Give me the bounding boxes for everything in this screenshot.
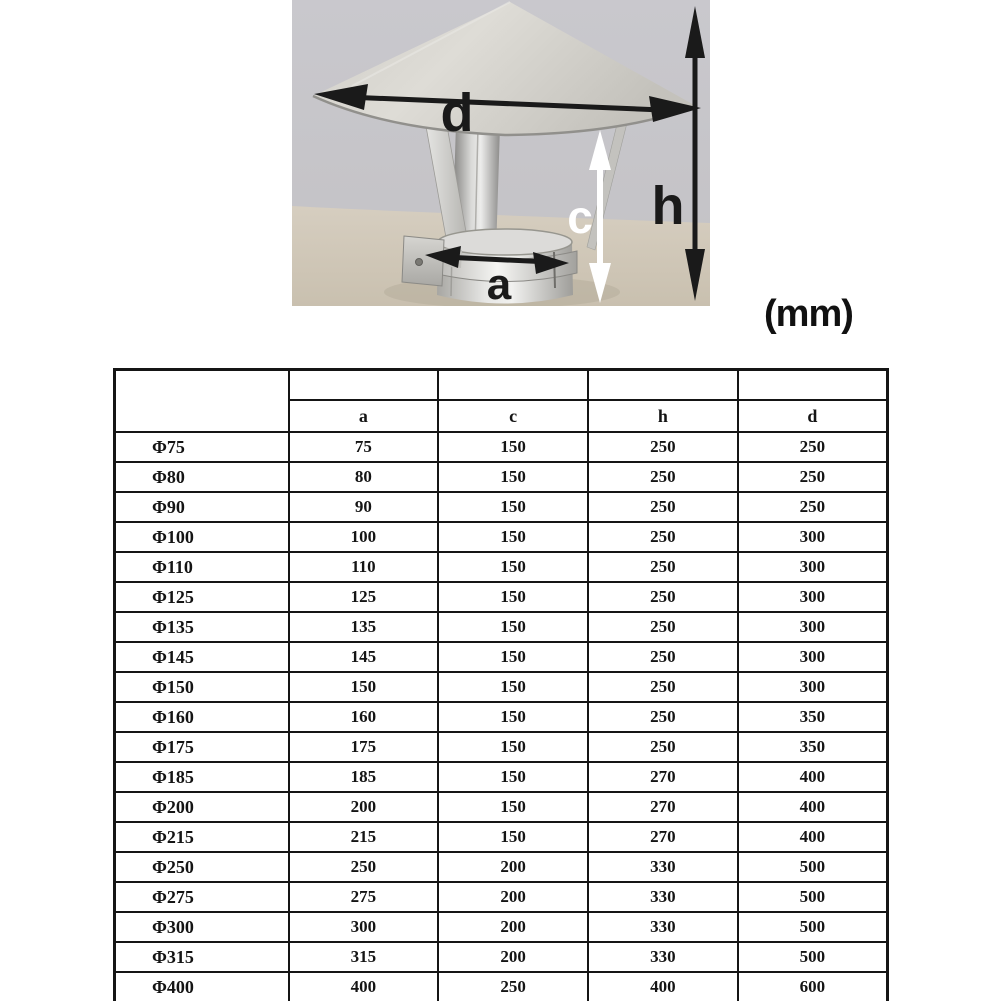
table-row bbox=[115, 612, 888, 642]
value-cell: 75 bbox=[289, 432, 439, 462]
value-cell: 330 bbox=[588, 882, 738, 912]
header-blank-cell bbox=[588, 370, 738, 401]
value-cell: 110 bbox=[289, 552, 439, 582]
table-row bbox=[115, 642, 888, 672]
value-cell: 300 bbox=[738, 552, 888, 582]
column-header-h: h bbox=[588, 400, 738, 432]
value-cell: 330 bbox=[588, 912, 738, 942]
spec-table-header bbox=[115, 370, 888, 433]
value-cell: 250 bbox=[588, 672, 738, 702]
model-cell: Φ160 bbox=[115, 702, 289, 732]
table-row bbox=[115, 522, 888, 552]
model-cell: Φ275 bbox=[115, 882, 289, 912]
table-row bbox=[115, 672, 888, 702]
value-cell: 250 bbox=[588, 552, 738, 582]
dimension-h-label: h bbox=[651, 176, 685, 236]
value-cell: 200 bbox=[438, 882, 588, 912]
table-row bbox=[115, 702, 888, 732]
value-cell: 250 bbox=[588, 582, 738, 612]
spec-table-body bbox=[115, 432, 888, 1001]
table-row bbox=[115, 942, 888, 972]
model-cell: Φ175 bbox=[115, 732, 289, 762]
bracket-screw bbox=[416, 259, 423, 266]
header-blank-cell bbox=[438, 370, 588, 401]
value-cell: 90 bbox=[289, 492, 439, 522]
model-cell: Φ135 bbox=[115, 612, 289, 642]
value-cell: 400 bbox=[738, 762, 888, 792]
value-cell: 250 bbox=[588, 432, 738, 462]
value-cell: 400 bbox=[738, 792, 888, 822]
value-cell: 300 bbox=[738, 642, 888, 672]
value-cell: 150 bbox=[438, 762, 588, 792]
table-row bbox=[115, 492, 888, 522]
value-cell: 150 bbox=[438, 582, 588, 612]
value-cell: 200 bbox=[438, 852, 588, 882]
value-cell: 250 bbox=[588, 642, 738, 672]
model-cell: Φ145 bbox=[115, 642, 289, 672]
value-cell: 270 bbox=[588, 822, 738, 852]
value-cell: 250 bbox=[588, 492, 738, 522]
value-cell: 270 bbox=[588, 762, 738, 792]
value-cell: 250 bbox=[588, 702, 738, 732]
value-cell: 315 bbox=[289, 942, 439, 972]
value-cell: 125 bbox=[289, 582, 439, 612]
model-cell: Φ250 bbox=[115, 852, 289, 882]
value-cell: 150 bbox=[438, 642, 588, 672]
header-blank-row bbox=[115, 370, 888, 401]
table-row bbox=[115, 582, 888, 612]
table-row bbox=[115, 972, 888, 1001]
value-cell: 300 bbox=[738, 522, 888, 552]
product-photo bbox=[292, 0, 710, 306]
value-cell: 250 bbox=[588, 612, 738, 642]
model-cell: Φ150 bbox=[115, 672, 289, 702]
value-cell: 350 bbox=[738, 732, 888, 762]
model-cell: Φ75 bbox=[115, 432, 289, 462]
value-cell: 300 bbox=[738, 612, 888, 642]
model-cell: Φ400 bbox=[115, 972, 289, 1001]
model-cell: Φ90 bbox=[115, 492, 289, 522]
model-cell: Φ200 bbox=[115, 792, 289, 822]
value-cell: 150 bbox=[438, 432, 588, 462]
column-header-d: d bbox=[738, 400, 888, 432]
value-cell: 400 bbox=[289, 972, 439, 1001]
value-cell: 500 bbox=[738, 882, 888, 912]
value-cell: 250 bbox=[588, 732, 738, 762]
model-cell: Φ110 bbox=[115, 552, 289, 582]
value-cell: 160 bbox=[289, 702, 439, 732]
table-row bbox=[115, 912, 888, 942]
value-cell: 150 bbox=[438, 702, 588, 732]
table-row bbox=[115, 822, 888, 852]
value-cell: 275 bbox=[289, 882, 439, 912]
value-cell: 250 bbox=[438, 972, 588, 1001]
value-cell: 100 bbox=[289, 522, 439, 552]
value-cell: 200 bbox=[438, 942, 588, 972]
chimney-cap-figure bbox=[292, 0, 710, 306]
value-cell: 200 bbox=[289, 792, 439, 822]
value-cell: 80 bbox=[289, 462, 439, 492]
bracket-plate bbox=[402, 236, 444, 286]
column-header-a: a bbox=[289, 400, 439, 432]
dimension-d-label: d bbox=[440, 83, 474, 143]
value-cell: 600 bbox=[738, 972, 888, 1001]
column-header-c: c bbox=[438, 400, 588, 432]
value-cell: 150 bbox=[438, 492, 588, 522]
table-row bbox=[115, 852, 888, 882]
value-cell: 175 bbox=[289, 732, 439, 762]
value-cell: 250 bbox=[738, 492, 888, 522]
value-cell: 300 bbox=[738, 672, 888, 702]
band-seam bbox=[554, 252, 555, 288]
table-row bbox=[115, 462, 888, 492]
value-cell: 250 bbox=[738, 462, 888, 492]
model-cell: Φ215 bbox=[115, 822, 289, 852]
model-cell: Φ300 bbox=[115, 912, 289, 942]
table-row bbox=[115, 432, 888, 462]
value-cell: 250 bbox=[588, 522, 738, 552]
value-cell: 150 bbox=[438, 822, 588, 852]
model-cell: Φ185 bbox=[115, 762, 289, 792]
value-cell: 400 bbox=[738, 822, 888, 852]
table-row bbox=[115, 882, 888, 912]
model-cell: Φ80 bbox=[115, 462, 289, 492]
value-cell: 250 bbox=[738, 432, 888, 462]
value-cell: 150 bbox=[438, 792, 588, 822]
value-cell: 200 bbox=[438, 912, 588, 942]
header-blank-cell bbox=[289, 370, 439, 401]
value-cell: 330 bbox=[588, 852, 738, 882]
value-cell: 500 bbox=[738, 912, 888, 942]
value-cell: 150 bbox=[438, 552, 588, 582]
value-cell: 150 bbox=[438, 612, 588, 642]
model-cell: Φ100 bbox=[115, 522, 289, 552]
value-cell: 150 bbox=[289, 672, 439, 702]
spec-table bbox=[113, 368, 889, 1001]
value-cell: 400 bbox=[588, 972, 738, 1001]
value-cell: 150 bbox=[438, 522, 588, 552]
value-cell: 135 bbox=[289, 612, 439, 642]
value-cell: 150 bbox=[438, 732, 588, 762]
model-cell: Φ315 bbox=[115, 942, 289, 972]
value-cell: 250 bbox=[289, 852, 439, 882]
value-cell: 300 bbox=[289, 912, 439, 942]
table-row bbox=[115, 792, 888, 822]
dimension-c-label: c bbox=[567, 191, 593, 243]
dimension-a-label: a bbox=[486, 260, 512, 306]
table-row bbox=[115, 762, 888, 792]
value-cell: 500 bbox=[738, 852, 888, 882]
value-cell: 150 bbox=[438, 462, 588, 492]
table-row bbox=[115, 552, 888, 582]
value-cell: 150 bbox=[438, 672, 588, 702]
value-cell: 250 bbox=[588, 462, 738, 492]
table-row bbox=[115, 732, 888, 762]
value-cell: 500 bbox=[738, 942, 888, 972]
value-cell: 270 bbox=[588, 792, 738, 822]
value-cell: 145 bbox=[289, 642, 439, 672]
value-cell: 215 bbox=[289, 822, 439, 852]
value-cell: 350 bbox=[738, 702, 888, 732]
value-cell: 330 bbox=[588, 942, 738, 972]
value-cell: 300 bbox=[738, 582, 888, 612]
model-cell: Φ125 bbox=[115, 582, 289, 612]
header-blank-cell bbox=[738, 370, 888, 401]
header-model-cell bbox=[115, 370, 289, 433]
value-cell: 185 bbox=[289, 762, 439, 792]
units-label: (mm) bbox=[764, 293, 853, 335]
